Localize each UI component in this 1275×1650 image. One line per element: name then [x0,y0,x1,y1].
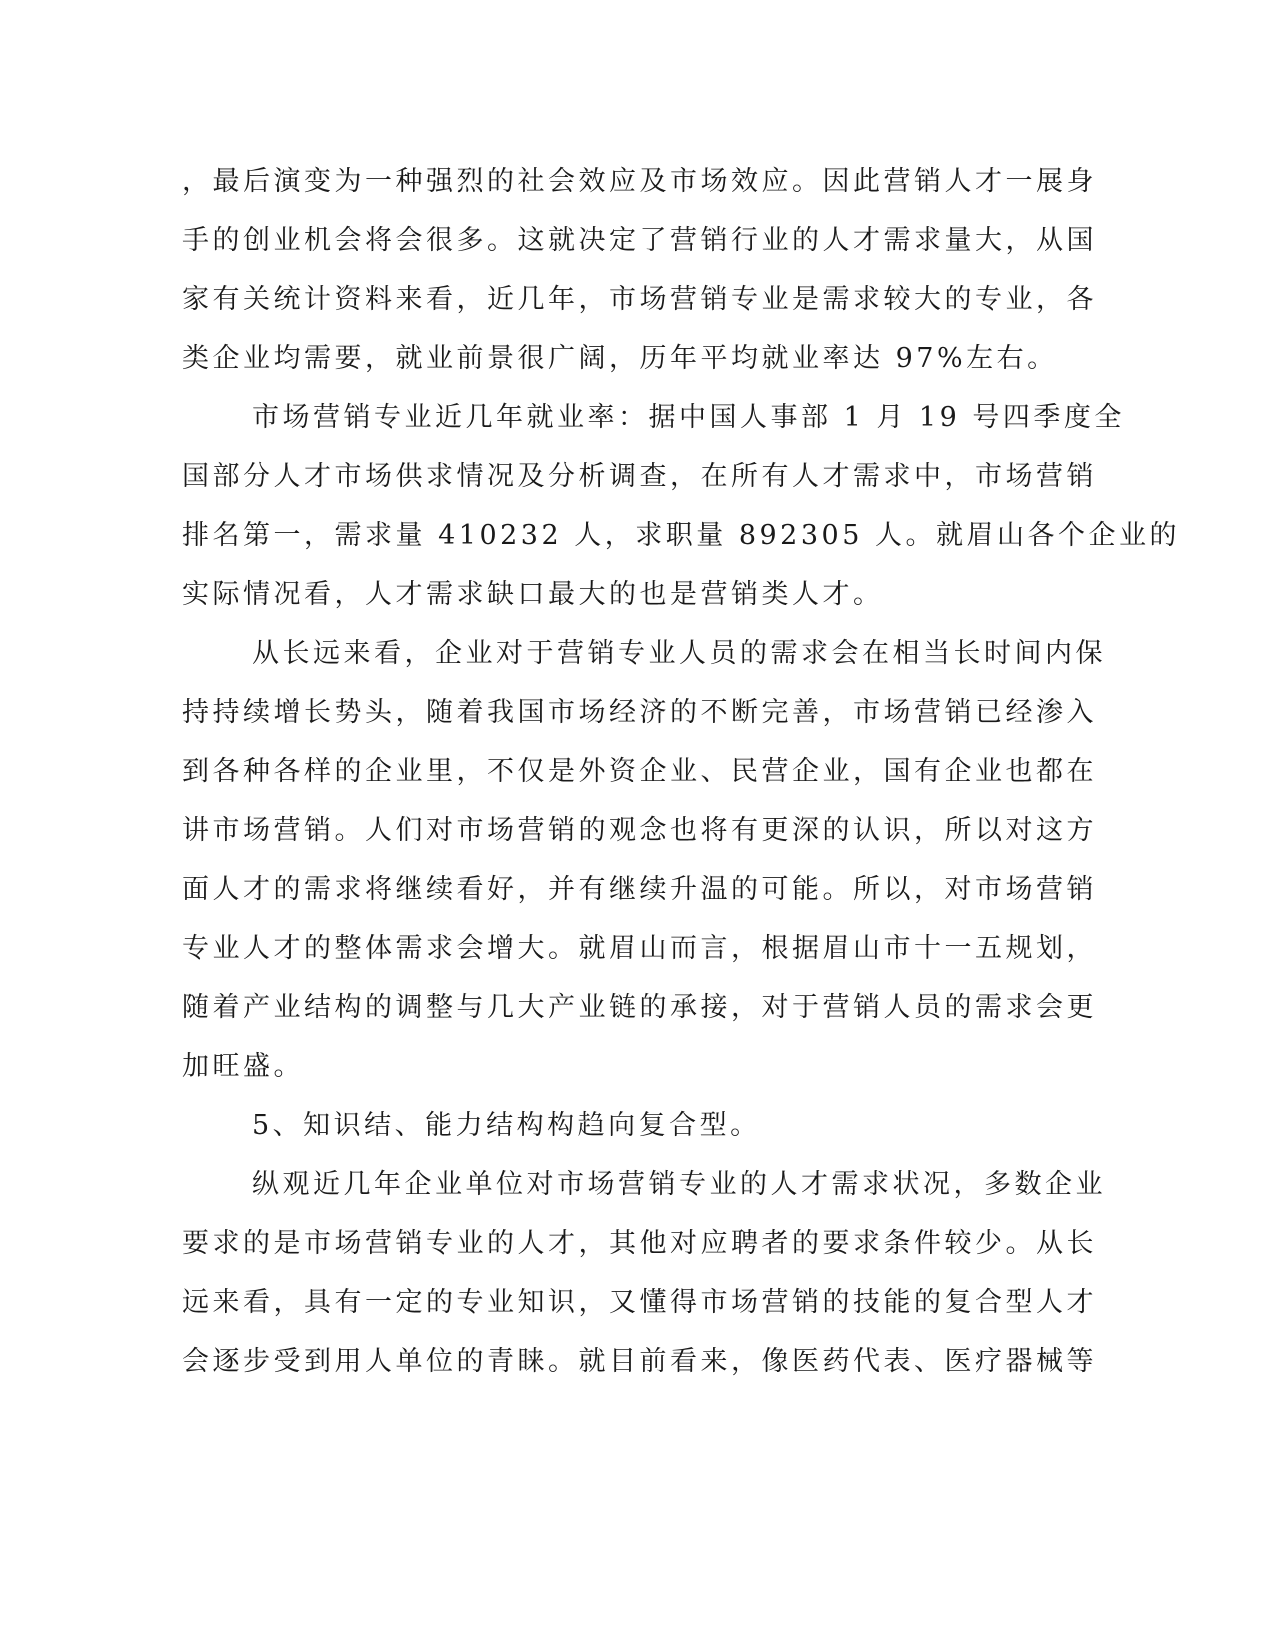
text-line: 实际情况看，人才需求缺口最大的也是营销类人才。 [182,579,884,610]
text-line: 专业人才的整体需求会增大。就眉山而言，根据眉山市十一五规划， [182,933,1097,964]
text-line: 会逐步受到用人单位的青睐。就目前看来，像医药代表、医疗器械等 [182,1346,1097,1377]
text-line: 持持续增长势头，随着我国市场经济的不断完善，市场营销已经渗入 [182,697,1097,728]
text-line: 讲市场营销。人们对市场营销的观念也将有更深的认识，所以对这方 [182,815,1097,846]
paragraph-start-line: 从长远来看，企业对于营销专业人员的需求会在相当长时间内保 [252,638,1106,669]
section-heading: 5、知识结、能力结构构趋向复合型。 [252,1110,761,1141]
text-line: 类企业均需要，就业前景很广阔，历年平均就业率达 97%左右。 [182,343,1058,374]
paragraph-start-line: 市场营销专业近几年就业率：据中国人事部 1 月 19 号四季度全 [252,402,1125,433]
text-line: 面人才的需求将继续看好，并有继续升温的可能。所以，对市场营销 [182,874,1097,905]
text-line: 家有关统计资料来看，近几年，市场营销专业是需求较大的专业，各 [182,284,1097,315]
text-line: 国部分人才市场供求情况及分析调查，在所有人才需求中，市场营销 [182,461,1097,492]
text-line: 远来看，具有一定的专业知识，又懂得市场营销的技能的复合型人才 [182,1287,1097,1318]
text-line: 到各种各样的企业里，不仅是外资企业、民营企业，国有企业也都在 [182,756,1097,787]
text-line: 排名第一，需求量 410232 人，求职量 892305 人。就眉山各个企业的 [182,520,1180,551]
paragraph-start-line: 纵观近几年企业单位对市场营销专业的人才需求状况，多数企业 [252,1169,1106,1200]
text-line: 加旺盛。 [182,1051,304,1082]
text-line: 手的创业机会将会很多。这就决定了营销行业的人才需求量大，从国 [182,225,1097,256]
text-line: ，最后演变为一种强烈的社会效应及市场效应。因此营销人才一展身 [182,166,1097,197]
text-line: 随着产业结构的调整与几大产业链的承接，对于营销人员的需求会更 [182,992,1097,1023]
text-line: 要求的是市场营销专业的人才，其他对应聘者的要求条件较少。从长 [182,1228,1097,1259]
